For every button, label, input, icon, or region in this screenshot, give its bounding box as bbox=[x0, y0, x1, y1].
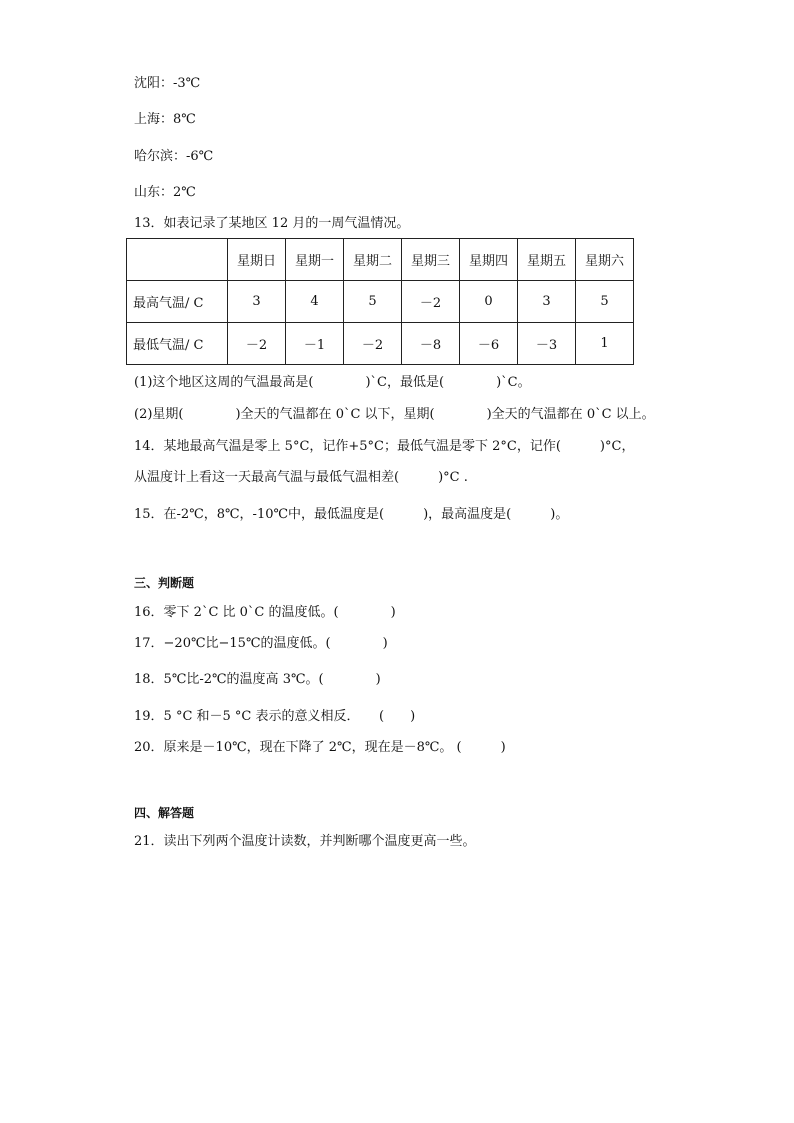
section-4-heading: 四、解答题 bbox=[134, 806, 195, 820]
table-cell: －3 bbox=[518, 323, 576, 365]
row-label-min: 最低气温/ C bbox=[127, 323, 228, 365]
question-13-title: 13．如表记录了某地区 12 月的一周气温情况。 bbox=[134, 216, 410, 231]
question-17: 17．−20℃比−15℃的温度低。( ) bbox=[134, 636, 388, 651]
question-18: 18．5℃比-2℃的温度高 3℃。( ) bbox=[134, 672, 381, 687]
table-corner-cell bbox=[127, 239, 228, 281]
table-cell: 3 bbox=[228, 281, 286, 323]
row-label-max: 最高气温/ C bbox=[127, 281, 228, 323]
question-19: 19．5 °C 和－5 °C 表示的意义相反． ( ) bbox=[134, 709, 416, 724]
question-13-sub-1: (1)这个地区这周的气温最高是( )`C，最低是( )`C。 bbox=[134, 375, 531, 390]
table-row bbox=[127, 323, 634, 365]
table-header-cell: 星期一 bbox=[286, 239, 344, 281]
table-header-cell: 星期四 bbox=[460, 239, 518, 281]
table-cell: 1 bbox=[576, 323, 634, 365]
city-line-harbin: 哈尔滨：-6℃ bbox=[134, 149, 214, 164]
question-21: 21．读出下列两个温度计读数，并判断哪个温度更高一些。 bbox=[134, 834, 476, 849]
question-13-sub-2: (2)星期( )全天的气温都在 0`C 以下，星期( )全天的气温都在 0`C 以上。 bbox=[134, 407, 655, 422]
temperature-table bbox=[126, 238, 634, 365]
table-cell: －6 bbox=[460, 323, 518, 365]
city-line-shandong: 山东：2℃ bbox=[134, 185, 196, 200]
table-cell: －2 bbox=[344, 323, 402, 365]
table-header-cell: 星期六 bbox=[576, 239, 634, 281]
table-cell: 3 bbox=[518, 281, 576, 323]
table-header-row bbox=[127, 239, 634, 281]
table-cell: 5 bbox=[576, 281, 634, 323]
table-cell: －2 bbox=[402, 281, 460, 323]
table-header-cell: 星期三 bbox=[402, 239, 460, 281]
city-line-shanghai: 上海：8℃ bbox=[134, 112, 196, 127]
city-line-shenyang: 沈阳：-3℃ bbox=[134, 76, 201, 91]
question-14-line-1: 14．某地最高气温是零上 5°C，记作+5°C；最低气温是零下 2°C，记作( )°C， bbox=[134, 439, 635, 454]
table-header-cell: 星期二 bbox=[344, 239, 402, 281]
question-15: 15．在-2℃，8℃，-10℃中，最低温度是( )，最高温度是( )。 bbox=[134, 507, 569, 522]
section-3-heading: 三、判断题 bbox=[134, 576, 195, 590]
table-header-cell: 星期日 bbox=[228, 239, 286, 281]
question-16: 16．零下 2`C 比 0`C 的温度低。( ) bbox=[134, 605, 396, 620]
question-14-line-2: 从温度计上看这一天最高气温与最低气温相差( )°C . bbox=[134, 470, 468, 485]
table-row bbox=[127, 281, 634, 323]
table-cell: －1 bbox=[286, 323, 344, 365]
table-cell: －2 bbox=[228, 323, 286, 365]
table-cell: 5 bbox=[344, 281, 402, 323]
table-cell: 0 bbox=[460, 281, 518, 323]
table-cell: －8 bbox=[402, 323, 460, 365]
table-header-cell: 星期五 bbox=[518, 239, 576, 281]
question-20: 20．原来是－10℃，现在下降了 2℃，现在是－8℃。 ( ) bbox=[134, 740, 506, 755]
table-cell: 4 bbox=[286, 281, 344, 323]
